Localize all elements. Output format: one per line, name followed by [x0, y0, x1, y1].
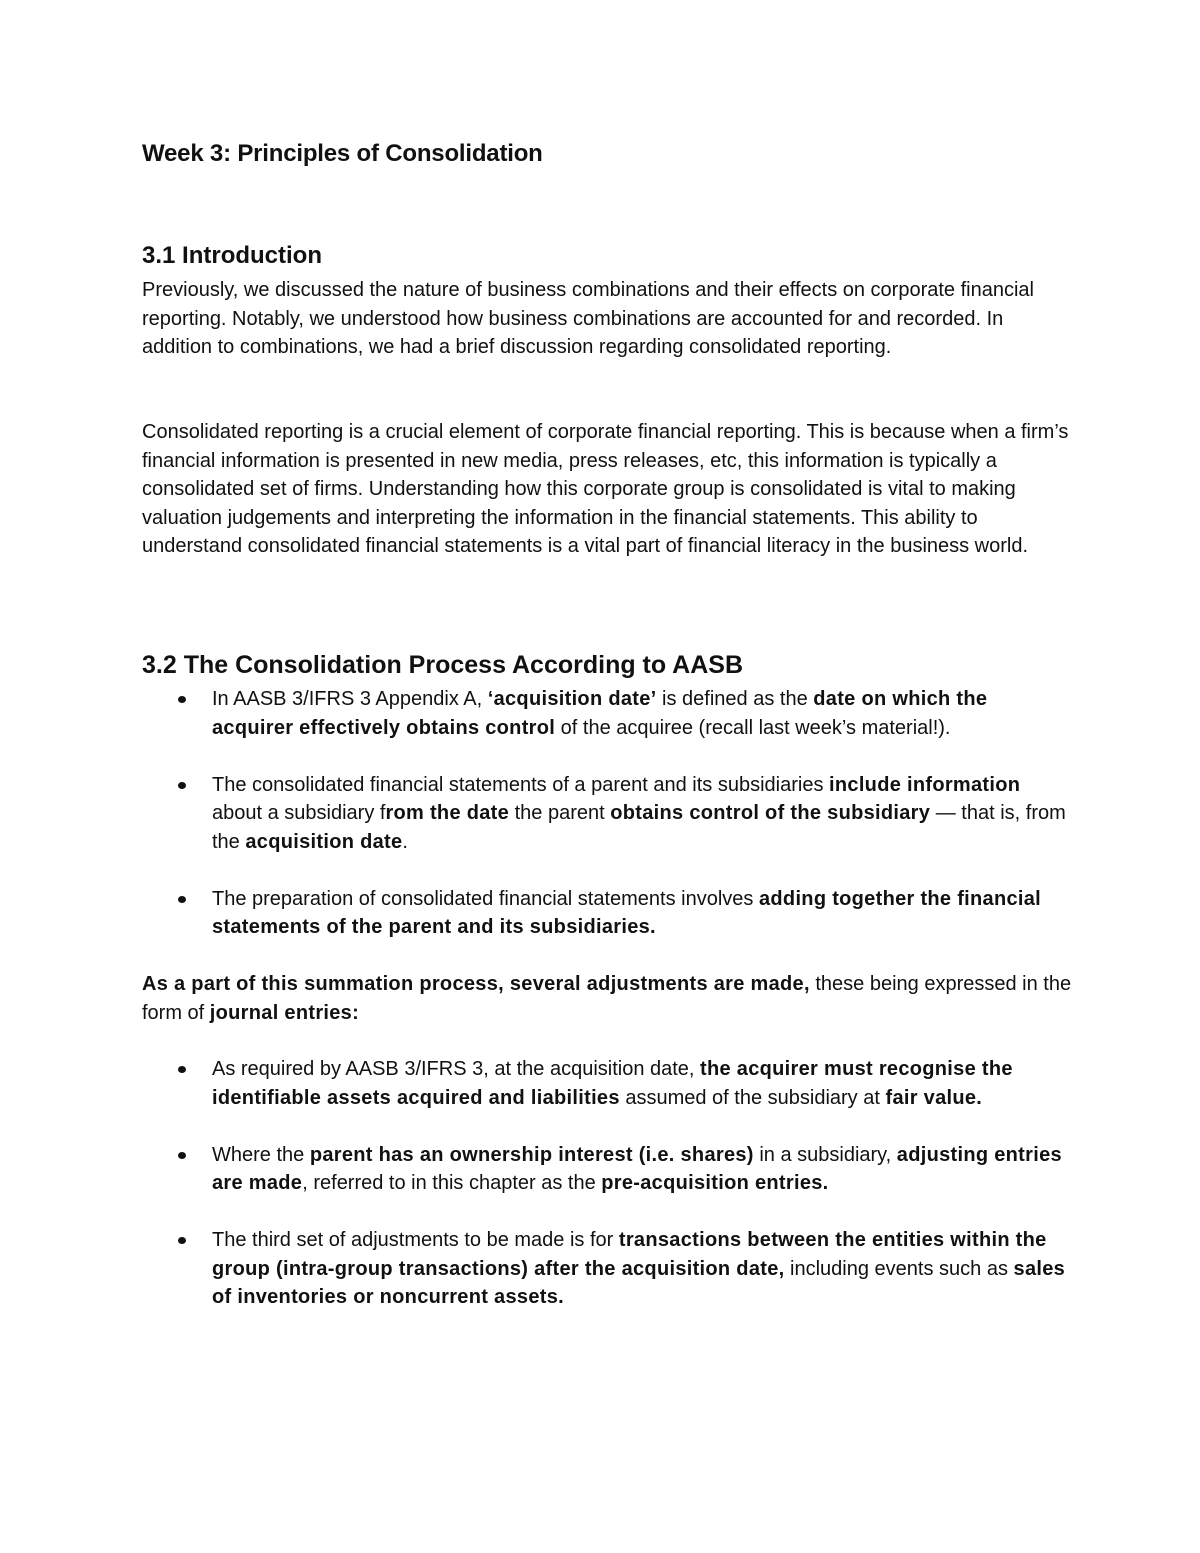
- bullet-list-definitions: [142, 685, 1072, 942]
- text-run: is defined as the: [656, 688, 814, 710]
- text-run: The third set of adjustments to be made is for: [212, 1229, 619, 1251]
- bold-run: journal entries:: [209, 1001, 360, 1024]
- bold-run: transactions between the entities within the group (intra-group transactions) after the acquisition date,: [212, 1229, 1047, 1280]
- bold-run: As a part of this summation process, several adjustments are made,: [142, 973, 810, 995]
- bold-run: adjusting entries are made: [212, 1143, 1062, 1194]
- text-run: including events such as: [784, 1257, 1014, 1280]
- section-heading-introduction: 3.1 Introduction: [142, 242, 322, 269]
- list-item: [142, 685, 1072, 742]
- list-item: [142, 1055, 1072, 1112]
- text-run: In AASB 3/IFRS 3 Appendix A,: [212, 688, 488, 710]
- text-run: Where the: [212, 1143, 310, 1166]
- bold-run: date on which the acquirer effectively obtains control: [212, 688, 988, 739]
- text-run: , referred to in this chapter as the: [302, 1172, 602, 1194]
- text-run: about a subsidiary f: [212, 802, 386, 824]
- list-item: [142, 885, 1072, 942]
- bullet-icon: [178, 1152, 186, 1159]
- bullet-icon: [178, 896, 186, 903]
- document-title: Week 3: Principles of Consolidation: [142, 140, 543, 167]
- text-run: the parent: [509, 802, 611, 824]
- text-run: .: [402, 830, 408, 853]
- bold-run: obtains control of the subsidiary: [610, 802, 931, 824]
- bold-run: rom the date: [385, 802, 510, 824]
- text-run: these being expressed in the form of: [142, 973, 1072, 1024]
- bold-run: include information: [829, 773, 1021, 796]
- summation-paragraph: [142, 970, 1072, 1027]
- list-item: [142, 1141, 1072, 1198]
- section-heading-consolidation-process: 3.2 The Consolidation Process According to AASB: [142, 651, 744, 679]
- bold-run: pre-acquisition entries.: [601, 1172, 829, 1194]
- bold-run: ‘acquisition date’: [487, 688, 657, 710]
- bold-run: adding together the financial statements of the parent and its subsidiaries.: [212, 887, 1042, 938]
- bullet-icon: [178, 1237, 186, 1244]
- bold-run: the acquirer must recognise the identifiable assets acquired and liabilities: [212, 1058, 1013, 1109]
- bullet-icon: [178, 782, 186, 789]
- bold-run: acquisition date: [245, 830, 403, 853]
- text-run: The consolidated financial statements of a parent and its subsidiaries: [212, 773, 830, 796]
- intro-paragraph-2: Consolidated reporting is a crucial element of corporate financial reporting. This is because when a firm’s financial information is presented in new media, press releases, etc, this information is typically a consolidated set of firms. Understanding how this corporate group is consolidated is vital to making valuation judgements and interpreting the information in the financial statements. This ability to understand consolidated financial statements is a vital part of financial literacy in the business world.: [142, 421, 1069, 557]
- list-item: [142, 771, 1072, 857]
- text-run: As required by AASB 3/IFRS 3, at the acquisition date,: [212, 1058, 701, 1080]
- bullet-icon: [178, 1066, 186, 1073]
- list-item: [142, 1226, 1072, 1312]
- bold-run: parent has an ownership interest (i.e. shares): [309, 1143, 754, 1166]
- text-run: The preparation of consolidated financial statements involves: [212, 887, 759, 910]
- bold-run: sales of inventories or noncurrent assets.: [212, 1257, 1066, 1308]
- text-run: — that is, from the: [212, 802, 1066, 853]
- bold-run: fair value.: [885, 1086, 983, 1109]
- text-run: assumed of the subsidiary at: [619, 1086, 886, 1109]
- intro-paragraph-1: Previously, we discussed the nature of business combinations and their effects on corporate financial reporting. Notably, we understood how business combinations are accounted for and recorded. In addition to combinations, we had a brief discussion regarding consolidated reporting.: [142, 279, 1034, 358]
- bullet-list-adjustments: [142, 1055, 1072, 1312]
- text-run: in a subsidiary,: [753, 1143, 897, 1166]
- text-run: of the acquiree (recall last week’s material!).: [555, 716, 951, 739]
- bullet-icon: [178, 696, 186, 703]
